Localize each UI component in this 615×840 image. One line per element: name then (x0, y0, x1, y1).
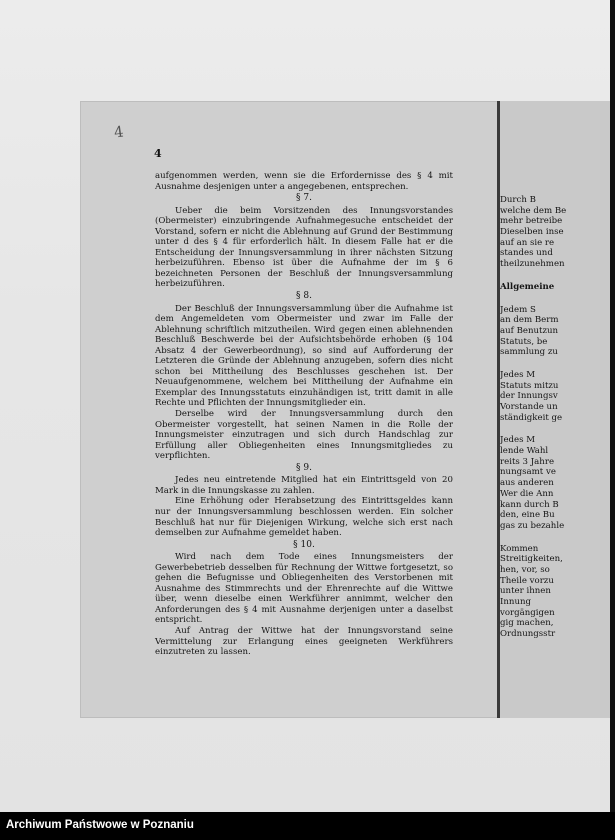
text-line: Jedem S (500, 304, 536, 315)
text-line: Ordnungsstr (500, 629, 556, 640)
section-heading: § 8. (296, 291, 312, 302)
text-line: Streitigkeiten, (500, 554, 563, 565)
text-line: unter ihnen (500, 586, 551, 597)
text-line: auf an sie re (500, 237, 555, 248)
paragraph: Auf Antrag der Wittwe hat der Innungsvorstand seine Vermittelung zur Erlangung eines geeigneten Werkführers einzutreten zu lassen. (155, 625, 453, 658)
text-line: Statuts mitzu (500, 380, 559, 391)
left-document-page (80, 101, 498, 718)
section-heading: § 10. (293, 539, 315, 550)
paragraph: Eine Erhöhung oder Herabsetzung des Eintrittsgeldes kann nur der Innungsversammlung beschlossen werden. Ein solcher Beschluß hat nur für Diejenigen Wirkung, welche sich erst nach demselben zur Aufnahme gemeldet haben. (155, 496, 453, 539)
text-line: Statuts, be (500, 336, 548, 347)
text-line: der Innungsv (500, 391, 558, 402)
text-line: kann durch B (500, 499, 559, 510)
archive-label: Archiwum Państwowe w Poznaniu (6, 819, 194, 831)
text-line: vorgängigen (500, 607, 555, 618)
text-line: Jedes M (500, 369, 536, 380)
text-line: Innung (500, 597, 532, 607)
archive-footer (0, 812, 615, 840)
text-line: lende Wahl (500, 446, 549, 457)
text-line: an dem Berm (500, 315, 559, 326)
line-gap (500, 293, 610, 305)
page-number: 4 (154, 147, 162, 160)
text-line: sammlung zu (500, 347, 558, 358)
film-edge (610, 0, 615, 812)
text-line: Jedes M (500, 435, 536, 446)
text-line: Wer die Ann (500, 488, 554, 499)
section-heading: § 9. (296, 462, 312, 473)
right-document-page (500, 101, 610, 718)
page-body-text (155, 171, 453, 658)
text-line: Durch B (500, 195, 536, 205)
text-line: Allgemeine (500, 281, 555, 292)
paragraph: Jedes neu eintretende Mitglied hat ein Eintrittsgeld von 20 Mark in die Innungskasse zu zahlen. (155, 475, 453, 496)
text-line: den, eine Bu (500, 510, 555, 521)
text-line: ständigkeit ge (500, 412, 563, 423)
paragraph: Ueber die beim Vorsitzenden des Innungsvorstandes (Obermeister) einzubringende Aufnahmegesuche entscheidet der Vorstand, sofern er nicht die Ablehnung auf Grund der Bestimmung unter d des § 4 für erforderlich hält. In diesem Falle hat er die Entscheidung der Innungsversammlung in ihrer nächsten Sitzung herbeizuführen. Ebenso ist über die Aufnahme der im § 6 bezeichneten Personen der Beschluß der Innungsversammlung herbeizuführen. (155, 205, 453, 290)
text-line: welche dem Be (500, 205, 567, 216)
text-line: Dieselben inse (500, 227, 564, 238)
text-line: standes und (500, 248, 553, 259)
text-line: Theile vorzu (500, 575, 554, 586)
paragraph: Der Beschluß der Innungsversammlung über die Aufnahme ist dem Angemeldeten vom Obermeister und zwar im Falle der Ablehnung schriftlich mitzutheilen. Wird gegen einen ablehnenden Beschluß Beschwerde bei der Aufsichtsbehörde erhoben (§ 104 Absatz 4 der Gewerbeordnung), so sind auf Aufforderung der Letzteren die Gründe der Ablehnung anzugeben, sofern dies nicht schon bei Mittheilung des Beschlusses geschehen ist. Der Neuaufgenommene, welchem bei Mittheilung der Aufnahme ein Exemplar des Innungsstatuts einzuhändigen ist, tritt damit in alle Rechte und Pflichten der Innungsmitglieder ein. (155, 303, 453, 409)
text-line: reits 3 Jahre (500, 456, 555, 467)
text-line: auf Benutzun (500, 325, 559, 336)
paragraph: aufgenommen werden, wenn sie die Erfordernisse des § 4 mit Ausnahme desjenigen unter a angegebenen, entsprechen. (155, 171, 453, 192)
text-line: mehr betreibe (500, 216, 563, 227)
text-line: Kommen (500, 543, 539, 554)
text-line: aus anderen (500, 478, 554, 489)
line-gap (500, 270, 610, 282)
paragraph: Wird nach dem Tode eines Innungsmeisters der Gewerbebetrieb desselben für Rechnung der Wittwe fortgesetzt, so gehen die Befugnisse und Obliegenheiten des Verstorbenen mit Ausnahme des Stimmrechts und der Ehrenrechte auf die Wittwe über, wenn dieselbe einen Werkführer annimmt, welcher den Anforderungen des § 4 mit Ausnahme derjenigen unter a daselbst entspricht. (155, 552, 453, 626)
line-gap (500, 423, 610, 435)
text-line: Vorstande un (500, 402, 558, 412)
text-line: nungsamt ve (500, 467, 556, 478)
line-gap (500, 532, 610, 544)
text-line: theilzunehmen (500, 259, 565, 270)
text-line: hen, vor, so (500, 564, 550, 575)
text-line: gig machen, (500, 618, 554, 629)
pencil-mark: 4 (112, 122, 125, 142)
paragraph: Derselbe wird der Innungsversammlung durch den Obermeister vorgestellt, hat seinen Namen in die Rolle der Innungsmeister einzutragen und sich durch Handschlag zur Erfüllung aller Obliegenheiten eines Innungsmitgliedes zu verpflichten. (155, 409, 453, 462)
text-line: gas zu bezahle (500, 520, 565, 531)
line-gap (500, 358, 610, 370)
line-gap (500, 183, 610, 195)
right-page-text (500, 183, 610, 640)
section-heading: § 7. (296, 193, 312, 204)
